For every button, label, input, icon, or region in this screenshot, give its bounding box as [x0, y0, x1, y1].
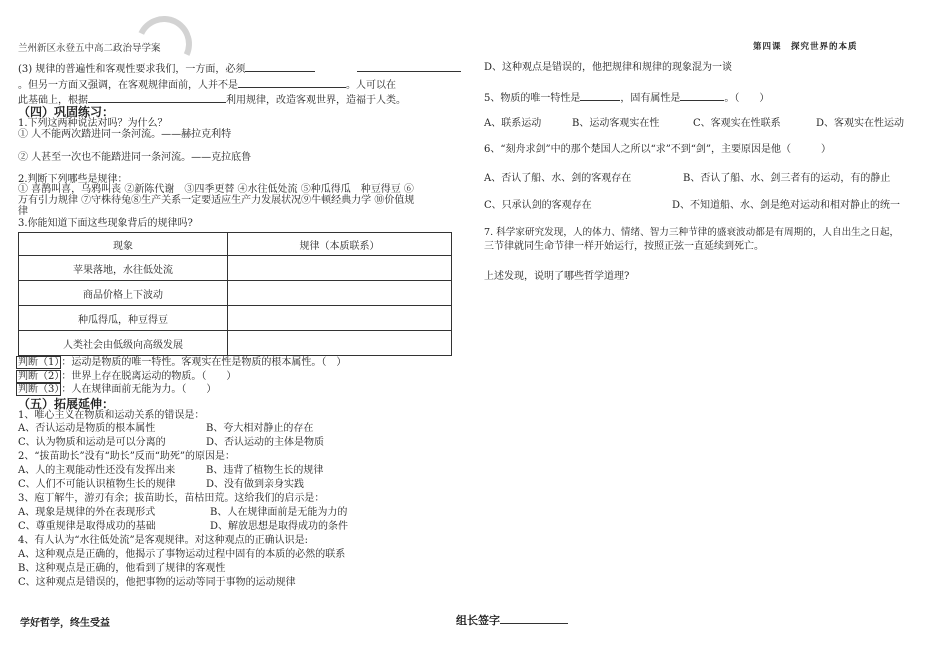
table-cell-phenomenon: 商品价格上下波动	[19, 281, 228, 306]
ext-q5-b: B、运动客观实在性	[572, 118, 660, 129]
header-school-title: 兰州新区永登五中高二政治导学案	[18, 43, 161, 54]
table-row	[19, 331, 452, 356]
ext-q3-d: D、解放思想是取得成功的条件	[210, 521, 349, 532]
ext-q4-a: A、这种观点是正确的，他揭示了事物运动过程中固有的本质的必然的联系	[18, 549, 346, 560]
blank-field[interactable]	[680, 90, 724, 101]
ext-q5-text-c: 。（ ）	[724, 93, 770, 104]
table-header-law: 规律（本质联系）	[228, 233, 452, 256]
judge-3-text: ：人在规律面前无能为力。（ ）	[61, 384, 217, 395]
table-header-row	[19, 233, 452, 256]
blank-field[interactable]	[88, 92, 226, 103]
footer-signature	[456, 612, 568, 628]
ext-q5-d: D、客观实在性运动	[816, 118, 905, 129]
ext-q7-line1: 7. 科学家研究发现，人的体力、情绪、智力三种节律的盛衰波动都是有周期的，人自出生之日起，	[484, 227, 900, 238]
header-lesson-title: 第四课 探究世界的本质	[753, 42, 858, 52]
ext-q5-c: C、客观实在性联系	[693, 118, 781, 129]
table-cell-law-answer[interactable]	[228, 306, 452, 331]
judge-1	[16, 356, 346, 369]
table-row	[19, 256, 452, 281]
ext-q3-c: C、尊重规律是取得成功的基础	[18, 521, 156, 532]
ext-q5	[484, 90, 769, 105]
q3-line2-text: 。但另一方面又强调，在客观规律面前，人并不是	[18, 80, 238, 91]
ext-q1: 1、唯心主义在物质和运动关系的错误是：	[18, 410, 205, 421]
judge-1-text: ：运动是物质的唯一特性。客观实在性是物质的根本属性。（ ）	[61, 357, 347, 368]
judge-3-tag: 判断（3）	[18, 384, 60, 395]
footer-signature-label: 组长签字	[456, 614, 500, 627]
ext-q1-b: B、夸大相对静止的存在	[206, 423, 314, 434]
ext-q1-c: C、认为物质和运动是可以分离的	[18, 437, 166, 448]
signature-blank[interactable]	[500, 613, 568, 624]
ext-q7-line2: 三节律就同生命节律一样开始运行，按照正弦一直延续到死亡。	[484, 241, 764, 252]
table-cell-phenomenon: 人类社会由低级向高级发展	[19, 331, 228, 356]
ext-q4-b: B、这种观点是正确的，他看到了规律的客观性	[18, 563, 226, 574]
ext-q2-b: B、违背了植物生长的规律	[206, 465, 324, 476]
table-cell-law-answer[interactable]	[228, 331, 452, 356]
ext-q2-c: C、人们不可能认识植物生长的规律	[18, 479, 176, 490]
ext-q1-a: A、否认运动是物质的根本属性	[18, 423, 156, 434]
practice-q2-c: 律	[18, 206, 28, 217]
practice-q1: 1.下列这两种说法对吗？为什么？	[18, 118, 168, 129]
ext-q4-c: C、这种观点是错误的，他把事物的运动等同于事物的运动规律	[18, 577, 296, 588]
ext-q1-d: D、否认运动的主体是物质	[206, 437, 325, 448]
ext-q6-a: A、否认了船、水、剑的客观存在	[484, 173, 632, 184]
judge-2-tag: 判断（2）	[18, 371, 60, 382]
practice-q1-b: ② 人甚至一次也不能踏进同一条河流。——克拉底鲁	[18, 152, 252, 163]
q3-line3-text: 此基础上，根据	[18, 95, 88, 106]
blank-field[interactable]	[580, 90, 620, 101]
table-cell-phenomenon: 苹果落地，水往低处流	[19, 256, 228, 281]
practice-q2-a: ① 喜鹊叫喜，乌鸦叫丧 ②新陈代谢 ③四季更替 ④水往低处流 ⑤种瓜得瓜 种豆得豆 ⑥	[18, 184, 414, 195]
practice-q2: 2.判断下列哪些是规律：	[18, 174, 128, 185]
ext-q4-d: D、这种观点是错误的，他把规律和规律的现象混为一谈	[484, 62, 733, 73]
judge-2	[16, 370, 236, 383]
q3-line2b-text: 。人可以在	[346, 80, 396, 91]
ext-q7-question: 上述发现，说明了哪些哲学道理?	[484, 271, 630, 282]
table-cell-law-answer[interactable]	[228, 281, 452, 306]
section5-title: （五）拓展延伸：	[18, 397, 115, 411]
ext-q5-text-b: ，固有属性是	[620, 93, 681, 104]
table-header-phenomenon: 现象	[19, 233, 228, 256]
table-row	[19, 306, 452, 331]
blank-field[interactable]	[238, 77, 346, 88]
q3-line1-text: (3) 规律的普遍性和客观性要求我们，一方面，必须	[18, 64, 246, 75]
section4-title: （四）巩固练习：	[18, 105, 115, 119]
ext-q5-a: A、联系运动	[484, 118, 542, 129]
table-cell-law-answer[interactable]	[228, 256, 452, 281]
ext-q3-b: B、人在规律面前是无能为力的	[210, 507, 348, 518]
blank-field[interactable]	[245, 61, 315, 72]
q3-line1	[18, 61, 315, 76]
judge-1-tag: 判断（1）	[18, 357, 60, 368]
practice-q2-b: 万有引力规律 ⑦守株待兔⑧生产关系一定要适应生产力发展状况⑨牛顿经典力学 ⑩价值规	[18, 195, 415, 206]
ext-q5-text: 5、物质的唯一特性是	[484, 93, 581, 104]
ext-q6-d: D、不知道船、水、剑是绝对运动和相对静止的统一	[672, 200, 901, 211]
table-cell-phenomenon: 种瓜得瓜，种豆得豆	[19, 306, 228, 331]
ext-q6-c: C、只承认剑的客观存在	[484, 200, 592, 211]
practice-q3: 3.你能知道下面这些现象背后的规律吗?	[18, 218, 193, 229]
ext-q2: 2、“拔苗助长”没有“助长”反而“助死”的原因是：	[18, 451, 236, 462]
ext-q4: 4、有人认为“水往低处流”是客观规律。对这种观点的正确认识是:	[18, 535, 308, 546]
q3-line2	[18, 77, 396, 92]
ext-q2-d: D、没有做到亲身实践	[206, 479, 305, 490]
table-row	[19, 281, 452, 306]
ext-q2-a: A、人的主观能动性还没有发挥出来	[18, 465, 176, 476]
practice-q1-a: ① 人不能两次踏进同一条河流。——赫拉克利特	[18, 129, 232, 140]
ext-q3: 3、庖丁解牛，游刃有余；拔苗助长，苗枯田荒。这给我们的启示是：	[18, 493, 325, 504]
q3-line3b-text: 利用规律，改造客观世界，造福于人类。	[226, 95, 406, 106]
ext-q6-b: B、否认了船、水、剑三者有的运动，有的静止	[683, 173, 891, 184]
ext-q6: 6、“刻舟求剑”中的那个楚国人之所以“求”不到“剑”，主要原因是他（ ）	[484, 144, 832, 155]
judge-2-text: ：世界上存在脱离运动的物质。（ ）	[61, 371, 237, 382]
ext-q3-a: A、现象是规律的外在表现形式	[18, 507, 156, 518]
law-table	[18, 232, 452, 356]
blank-field[interactable]	[357, 61, 461, 72]
footer-motto: 学好哲学，终生受益	[20, 618, 110, 629]
